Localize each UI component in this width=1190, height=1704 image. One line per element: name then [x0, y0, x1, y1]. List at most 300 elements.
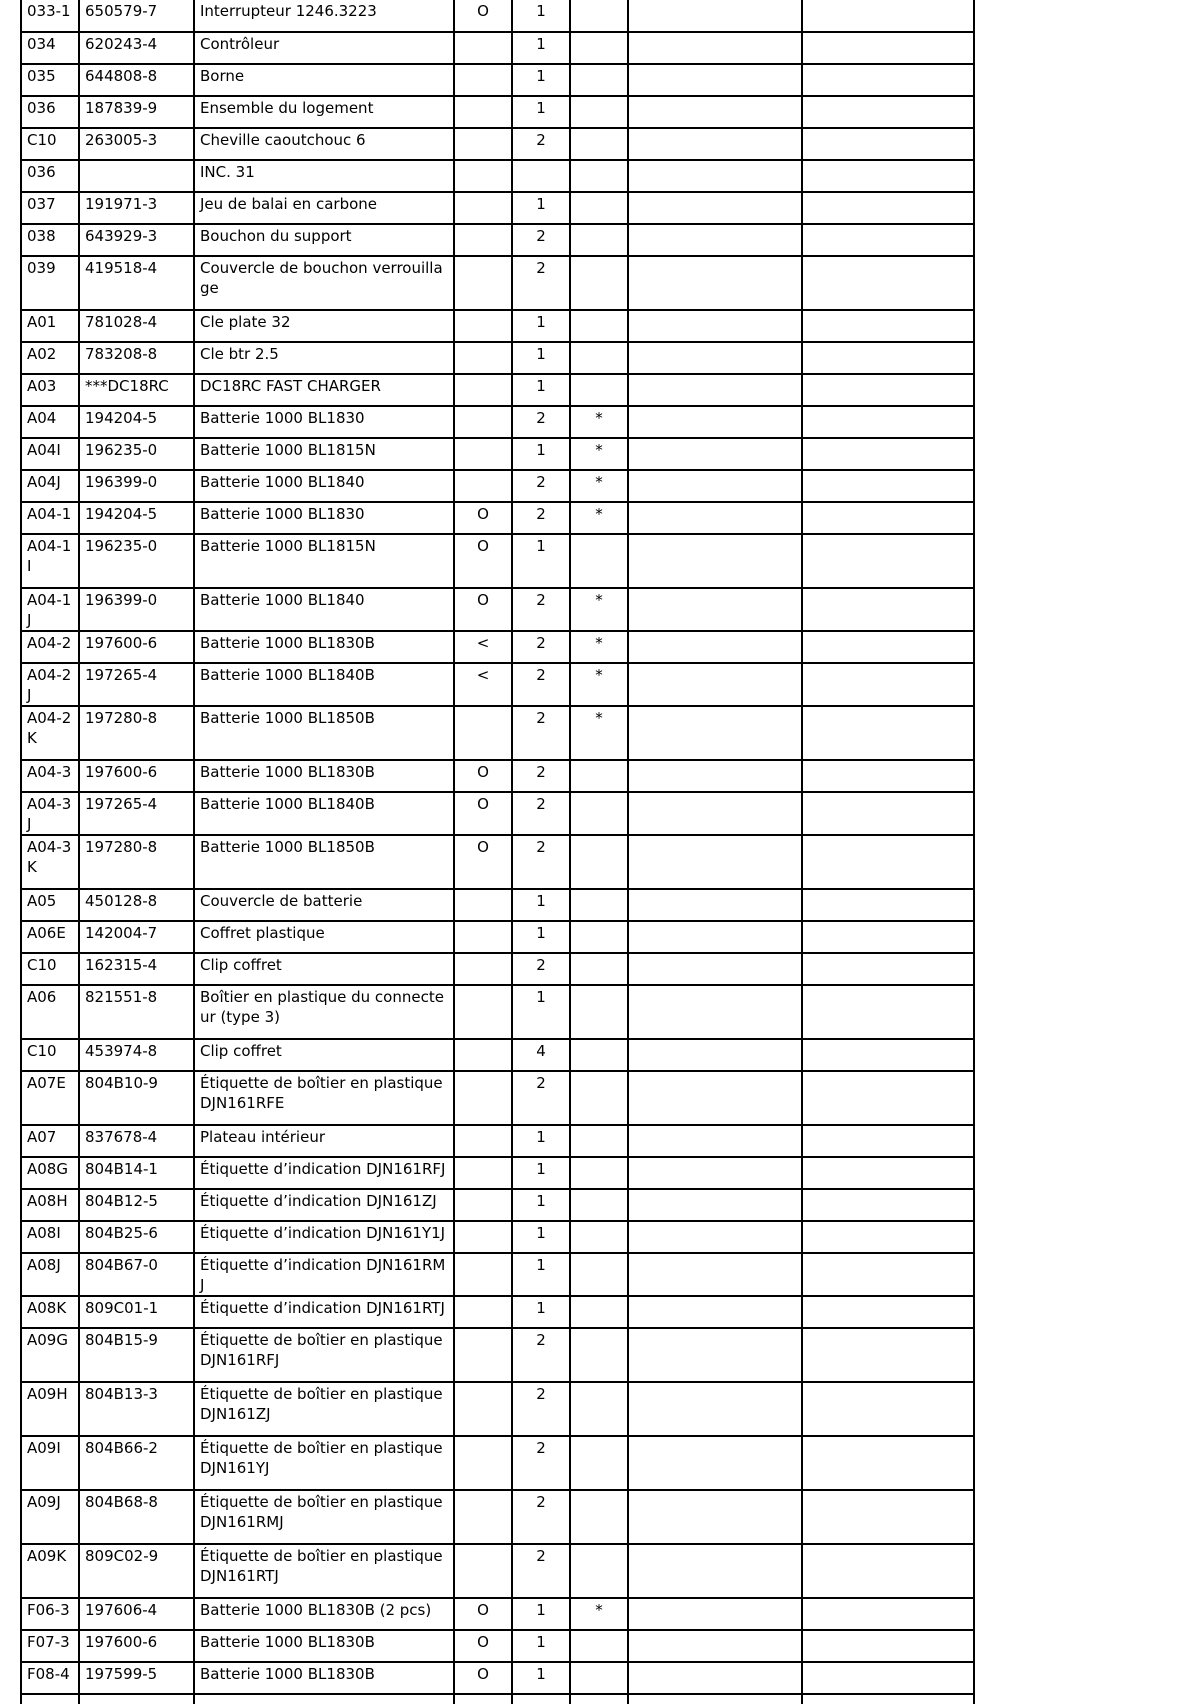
- empty-cell: [628, 1490, 802, 1544]
- empty-cell: [628, 128, 802, 160]
- empty-cell: [628, 1694, 802, 1704]
- description-cell: Boîtier en plastique du connecteur (type 3): [194, 985, 454, 1039]
- item-number-cell: A08G: [21, 1157, 79, 1189]
- empty-cell: [628, 0, 802, 32]
- quantity-cell: 1: [512, 1253, 570, 1296]
- table-row: [21, 631, 974, 663]
- description-cell: Batterie 1000 BL1830: [194, 502, 454, 534]
- part-number-cell: 804B13-3: [79, 1382, 194, 1436]
- empty-cell: [802, 1544, 974, 1598]
- part-number-cell: 837678-4: [79, 1125, 194, 1157]
- flag-cell: [454, 1221, 512, 1253]
- empty-cell: [628, 1253, 802, 1296]
- empty-cell: [628, 663, 802, 706]
- quantity-cell: 2: [512, 128, 570, 160]
- quantity-cell: 1: [512, 1630, 570, 1662]
- note-cell: [570, 342, 628, 374]
- table-row: [21, 1189, 974, 1221]
- empty-cell: [802, 835, 974, 889]
- empty-cell: [802, 64, 974, 96]
- flag-cell: [454, 1328, 512, 1382]
- note-cell: [570, 310, 628, 342]
- note-cell: [570, 1039, 628, 1071]
- empty-cell: [802, 192, 974, 224]
- note-cell: [570, 889, 628, 921]
- quantity-cell: 1: [512, 192, 570, 224]
- description-cell: Interrupteur 1246.3223: [194, 0, 454, 32]
- empty-cell: [802, 1662, 974, 1694]
- flag-cell: [454, 374, 512, 406]
- quantity-cell: 1: [512, 534, 570, 588]
- quantity-cell: 4: [512, 1039, 570, 1071]
- empty-cell: [802, 1125, 974, 1157]
- description-cell: Batterie 1000 BL1840: [194, 470, 454, 502]
- quantity-cell: 2: [512, 1328, 570, 1382]
- part-number-cell: 804B67-0: [79, 1253, 194, 1296]
- flag-cell: [454, 470, 512, 502]
- flag-cell: [454, 1157, 512, 1189]
- table-row: [21, 224, 974, 256]
- empty-cell: [802, 374, 974, 406]
- item-number-cell: A04-2J: [21, 663, 79, 706]
- quantity-cell: 2: [512, 706, 570, 760]
- item-number-cell: A06E: [21, 921, 79, 953]
- part-number-cell: 804B14-1: [79, 1157, 194, 1189]
- quantity-cell: 2: [512, 470, 570, 502]
- empty-cell: [628, 96, 802, 128]
- flag-cell: [454, 256, 512, 310]
- empty-cell: [628, 588, 802, 631]
- flag-cell: O: [454, 534, 512, 588]
- flag-cell: [454, 1296, 512, 1328]
- item-number-cell: 035: [21, 64, 79, 96]
- empty-cell: [628, 256, 802, 310]
- table-row: [21, 342, 974, 374]
- flag-cell: [454, 128, 512, 160]
- empty-cell: [802, 889, 974, 921]
- quantity-cell: 2: [512, 1382, 570, 1436]
- quantity-cell: 2: [512, 1490, 570, 1544]
- note-cell: [570, 1630, 628, 1662]
- empty-cell: [628, 64, 802, 96]
- empty-cell: [802, 1694, 974, 1704]
- note-cell: [570, 953, 628, 985]
- table-row: [21, 1296, 974, 1328]
- item-number-cell: 039: [21, 256, 79, 310]
- table-row: [21, 1157, 974, 1189]
- quantity-cell: 2: [512, 953, 570, 985]
- item-number-cell: 036: [21, 96, 79, 128]
- part-number-cell: 809C01-1: [79, 1296, 194, 1328]
- empty-cell: [628, 760, 802, 792]
- empty-cell: [628, 889, 802, 921]
- empty-cell: [802, 224, 974, 256]
- item-number-cell: A04J: [21, 470, 79, 502]
- item-number-cell: A08J: [21, 1253, 79, 1296]
- note-cell: *: [570, 470, 628, 502]
- flag-cell: [454, 1436, 512, 1490]
- empty-cell: [570, 1694, 628, 1704]
- description-cell: Étiquette de boîtier en plastique DJN161RFJ: [194, 1328, 454, 1382]
- description-cell: Batterie 1000 BL1830B (2 pcs): [194, 1598, 454, 1630]
- note-cell: *: [570, 406, 628, 438]
- empty-cell: [628, 1071, 802, 1125]
- item-number-cell: A09H: [21, 1382, 79, 1436]
- quantity-cell: 1: [512, 1221, 570, 1253]
- part-number-cell: 197599-5: [79, 1662, 194, 1694]
- table-row: [21, 470, 974, 502]
- item-number-cell: A04I: [21, 438, 79, 470]
- table-row: [21, 1490, 974, 1544]
- empty-cell: [628, 1221, 802, 1253]
- note-cell: [570, 792, 628, 835]
- empty-cell: [802, 342, 974, 374]
- note-cell: [570, 1125, 628, 1157]
- quantity-cell: 1: [512, 889, 570, 921]
- empty-cell: [628, 1436, 802, 1490]
- part-number-cell: 419518-4: [79, 256, 194, 310]
- quantity-cell: 1: [512, 342, 570, 374]
- note-cell: [570, 1221, 628, 1253]
- description-cell: Plateau intérieur: [194, 1125, 454, 1157]
- table-row: [21, 663, 974, 706]
- description-cell: Jeu de balai en carbone: [194, 192, 454, 224]
- item-number-cell: 037: [21, 192, 79, 224]
- item-number-cell: A05: [21, 889, 79, 921]
- item-number-cell: A08H: [21, 1189, 79, 1221]
- note-cell: *: [570, 502, 628, 534]
- part-number-cell: ***DC18RC: [79, 374, 194, 406]
- note-cell: [570, 96, 628, 128]
- description-cell: DC18RC FAST CHARGER: [194, 374, 454, 406]
- note-cell: *: [570, 588, 628, 631]
- table-row: [21, 438, 974, 470]
- item-number-cell: A09J: [21, 1490, 79, 1544]
- description-cell: Coffret plastique: [194, 921, 454, 953]
- flag-cell: [454, 406, 512, 438]
- description-cell: Batterie 1000 BL1840B: [194, 792, 454, 835]
- empty-cell: [628, 310, 802, 342]
- flag-cell: O: [454, 0, 512, 32]
- part-number-cell: 197265-4: [79, 663, 194, 706]
- note-cell: [570, 32, 628, 64]
- part-number-cell: 450128-8: [79, 889, 194, 921]
- flag-cell: [454, 32, 512, 64]
- note-cell: [570, 534, 628, 588]
- note-cell: [570, 374, 628, 406]
- quantity-cell: 2: [512, 835, 570, 889]
- description-cell: Ensemble du logement: [194, 96, 454, 128]
- flag-cell: [454, 160, 512, 192]
- quantity-cell: 2: [512, 502, 570, 534]
- item-number-cell: A07: [21, 1125, 79, 1157]
- description-cell: Batterie 1000 BL1815N: [194, 438, 454, 470]
- description-cell: Batterie 1000 BL1830: [194, 406, 454, 438]
- table-row: [21, 760, 974, 792]
- table-row: [21, 128, 974, 160]
- flag-cell: O: [454, 502, 512, 534]
- empty-cell: [802, 256, 974, 310]
- description-cell: Borne: [194, 64, 454, 96]
- empty-cell: [628, 1630, 802, 1662]
- empty-cell: [628, 534, 802, 588]
- description-cell: Étiquette d’indication DJN161RTJ: [194, 1296, 454, 1328]
- empty-cell: [21, 1694, 79, 1704]
- note-cell: [570, 1253, 628, 1296]
- description-cell: Batterie 1000 BL1850B: [194, 706, 454, 760]
- quantity-cell: 2: [512, 631, 570, 663]
- quantity-cell: 1: [512, 0, 570, 32]
- part-number-cell: 804B25-6: [79, 1221, 194, 1253]
- table-row: [21, 1382, 974, 1436]
- note-cell: *: [570, 663, 628, 706]
- empty-cell: [628, 1157, 802, 1189]
- item-number-cell: A04-2K: [21, 706, 79, 760]
- table-row: [21, 310, 974, 342]
- flag-cell: [454, 224, 512, 256]
- quantity-cell: 1: [512, 1296, 570, 1328]
- item-number-cell: A09I: [21, 1436, 79, 1490]
- part-number-cell: 804B10-9: [79, 1071, 194, 1125]
- quantity-cell: 1: [512, 96, 570, 128]
- empty-cell: [802, 1296, 974, 1328]
- item-number-cell: A04: [21, 406, 79, 438]
- table-row: [21, 32, 974, 64]
- description-cell: Batterie 1000 BL1850B: [194, 835, 454, 889]
- empty-cell: [802, 921, 974, 953]
- description-cell: Étiquette de boîtier en plastique DJN161RTJ: [194, 1544, 454, 1598]
- note-cell: [570, 1328, 628, 1382]
- empty-cell: [802, 1039, 974, 1071]
- empty-cell: [802, 1436, 974, 1490]
- flag-cell: [454, 192, 512, 224]
- note-cell: [570, 0, 628, 32]
- note-cell: [570, 224, 628, 256]
- empty-cell: [802, 1157, 974, 1189]
- table-row: [21, 64, 974, 96]
- item-number-cell: A02: [21, 342, 79, 374]
- note-cell: [570, 985, 628, 1039]
- flag-cell: [454, 64, 512, 96]
- description-cell: Contrôleur: [194, 32, 454, 64]
- quantity-cell: 2: [512, 760, 570, 792]
- part-number-cell: 196399-0: [79, 588, 194, 631]
- part-number-cell: 196399-0: [79, 470, 194, 502]
- empty-cell: [802, 310, 974, 342]
- description-cell: Batterie 1000 BL1840B: [194, 663, 454, 706]
- quantity-cell: 1: [512, 310, 570, 342]
- description-cell: Couvercle de bouchon verrouillage: [194, 256, 454, 310]
- part-number-cell: 197600-6: [79, 760, 194, 792]
- empty-cell: [802, 0, 974, 32]
- empty-cell: [628, 1382, 802, 1436]
- empty-cell: [802, 1382, 974, 1436]
- quantity-cell: 1: [512, 1189, 570, 1221]
- note-cell: [570, 192, 628, 224]
- flag-cell: [454, 985, 512, 1039]
- empty-cell: [628, 32, 802, 64]
- empty-cell: [628, 1189, 802, 1221]
- empty-cell: [628, 160, 802, 192]
- item-number-cell: A04-2: [21, 631, 79, 663]
- table-row: [21, 1436, 974, 1490]
- item-number-cell: A04-1J: [21, 588, 79, 631]
- table-row: [21, 160, 974, 192]
- table-row: [21, 953, 974, 985]
- description-cell: Couvercle de batterie: [194, 889, 454, 921]
- quantity-cell: 2: [512, 588, 570, 631]
- description-cell: Batterie 1000 BL1830B: [194, 1630, 454, 1662]
- part-number-cell: 804B68-8: [79, 1490, 194, 1544]
- flag-cell: O: [454, 760, 512, 792]
- note-cell: [570, 256, 628, 310]
- flag-cell: O: [454, 1662, 512, 1694]
- item-number-cell: A08K: [21, 1296, 79, 1328]
- item-number-cell: A06: [21, 985, 79, 1039]
- description-cell: Étiquette d’indication DJN161ZJ: [194, 1189, 454, 1221]
- table-row: [21, 1221, 974, 1253]
- description-cell: Étiquette d’indication DJN161RFJ: [194, 1157, 454, 1189]
- empty-cell: [802, 792, 974, 835]
- part-number-cell: 809C02-9: [79, 1544, 194, 1598]
- description-cell: Clip coffret: [194, 1039, 454, 1071]
- empty-cell: [628, 1328, 802, 1382]
- item-number-cell: A09G: [21, 1328, 79, 1382]
- quantity-cell: 2: [512, 663, 570, 706]
- part-number-cell: 191971-3: [79, 192, 194, 224]
- empty-cell: [802, 706, 974, 760]
- note-cell: [570, 1490, 628, 1544]
- table-row: [21, 374, 974, 406]
- item-number-cell: 033-1: [21, 0, 79, 32]
- table-row: [21, 192, 974, 224]
- empty-cell: [628, 438, 802, 470]
- empty-cell: [628, 921, 802, 953]
- item-number-cell: F07-3: [21, 1630, 79, 1662]
- description-cell: Cheville caoutchouc 6: [194, 128, 454, 160]
- note-cell: [570, 160, 628, 192]
- empty-cell: [628, 1598, 802, 1630]
- quantity-cell: 1: [512, 1125, 570, 1157]
- part-number-cell: 644808-8: [79, 64, 194, 96]
- table-row-partial: [21, 1694, 974, 1704]
- part-number-cell: 197600-6: [79, 631, 194, 663]
- description-cell: Étiquette de boîtier en plastique DJN161RFE: [194, 1071, 454, 1125]
- table-row: [21, 1630, 974, 1662]
- description-cell: Étiquette de boîtier en plastique DJN161YJ: [194, 1436, 454, 1490]
- empty-cell: [802, 470, 974, 502]
- quantity-cell: 1: [512, 921, 570, 953]
- quantity-cell: 1: [512, 32, 570, 64]
- empty-cell: [802, 534, 974, 588]
- quantity-cell: 2: [512, 1436, 570, 1490]
- flag-cell: O: [454, 835, 512, 889]
- part-number-cell: 643929-3: [79, 224, 194, 256]
- quantity-cell: 1: [512, 374, 570, 406]
- parts-list-body: [21, 0, 974, 1704]
- flag-cell: [454, 1490, 512, 1544]
- empty-cell: [628, 192, 802, 224]
- table-row: [21, 406, 974, 438]
- table-row: [21, 256, 974, 310]
- table-row: [21, 706, 974, 760]
- empty-cell: [628, 342, 802, 374]
- part-number-cell: 821551-8: [79, 985, 194, 1039]
- quantity-cell: 1: [512, 438, 570, 470]
- part-number-cell: 197280-8: [79, 706, 194, 760]
- table-row: [21, 985, 974, 1039]
- flag-cell: [454, 953, 512, 985]
- note-cell: [570, 1382, 628, 1436]
- note-cell: *: [570, 706, 628, 760]
- item-number-cell: A04-3J: [21, 792, 79, 835]
- description-cell: INC. 31: [194, 160, 454, 192]
- empty-cell: [628, 1544, 802, 1598]
- quantity-cell: 1: [512, 1157, 570, 1189]
- empty-cell: [628, 792, 802, 835]
- description-cell: Cle plate 32: [194, 310, 454, 342]
- part-number-cell: 142004-7: [79, 921, 194, 953]
- note-cell: [570, 1071, 628, 1125]
- part-number-cell: 197600-6: [79, 1630, 194, 1662]
- description-cell: Batterie 1000 BL1830B: [194, 760, 454, 792]
- note-cell: [570, 835, 628, 889]
- quantity-cell: 2: [512, 1071, 570, 1125]
- note-cell: *: [570, 631, 628, 663]
- part-number-cell: 620243-4: [79, 32, 194, 64]
- table-row: [21, 588, 974, 631]
- empty-cell: [802, 1598, 974, 1630]
- item-number-cell: 038: [21, 224, 79, 256]
- flag-cell: [454, 1189, 512, 1221]
- item-number-cell: A04-3: [21, 760, 79, 792]
- quantity-cell: 2: [512, 224, 570, 256]
- flag-cell: [454, 1125, 512, 1157]
- part-number-cell: 196235-0: [79, 438, 194, 470]
- empty-cell: [628, 224, 802, 256]
- part-number-cell: 804B66-2: [79, 1436, 194, 1490]
- empty-cell: [628, 374, 802, 406]
- item-number-cell: A07E: [21, 1071, 79, 1125]
- item-number-cell: C10: [21, 128, 79, 160]
- description-cell: Étiquette de boîtier en plastique DJN161ZJ: [194, 1382, 454, 1436]
- part-number-cell: 804B15-9: [79, 1328, 194, 1382]
- description-cell: Batterie 1000 BL1840: [194, 588, 454, 631]
- flag-cell: [454, 921, 512, 953]
- note-cell: [570, 1662, 628, 1694]
- part-number-cell: 162315-4: [79, 953, 194, 985]
- table-row: [21, 889, 974, 921]
- empty-cell: [628, 631, 802, 663]
- empty-cell: [628, 1125, 802, 1157]
- empty-cell: [628, 502, 802, 534]
- flag-cell: [454, 889, 512, 921]
- table-row: [21, 1662, 974, 1694]
- flag-cell: O: [454, 792, 512, 835]
- empty-cell: [802, 1490, 974, 1544]
- empty-cell: [802, 438, 974, 470]
- empty-cell: [628, 470, 802, 502]
- empty-cell: [628, 953, 802, 985]
- item-number-cell: A03: [21, 374, 79, 406]
- table-row: [21, 792, 974, 835]
- item-number-cell: F06-3: [21, 1598, 79, 1630]
- item-number-cell: A04-3K: [21, 835, 79, 889]
- part-number-cell: [79, 160, 194, 192]
- empty-cell: [802, 985, 974, 1039]
- item-number-cell: A08I: [21, 1221, 79, 1253]
- flag-cell: <: [454, 631, 512, 663]
